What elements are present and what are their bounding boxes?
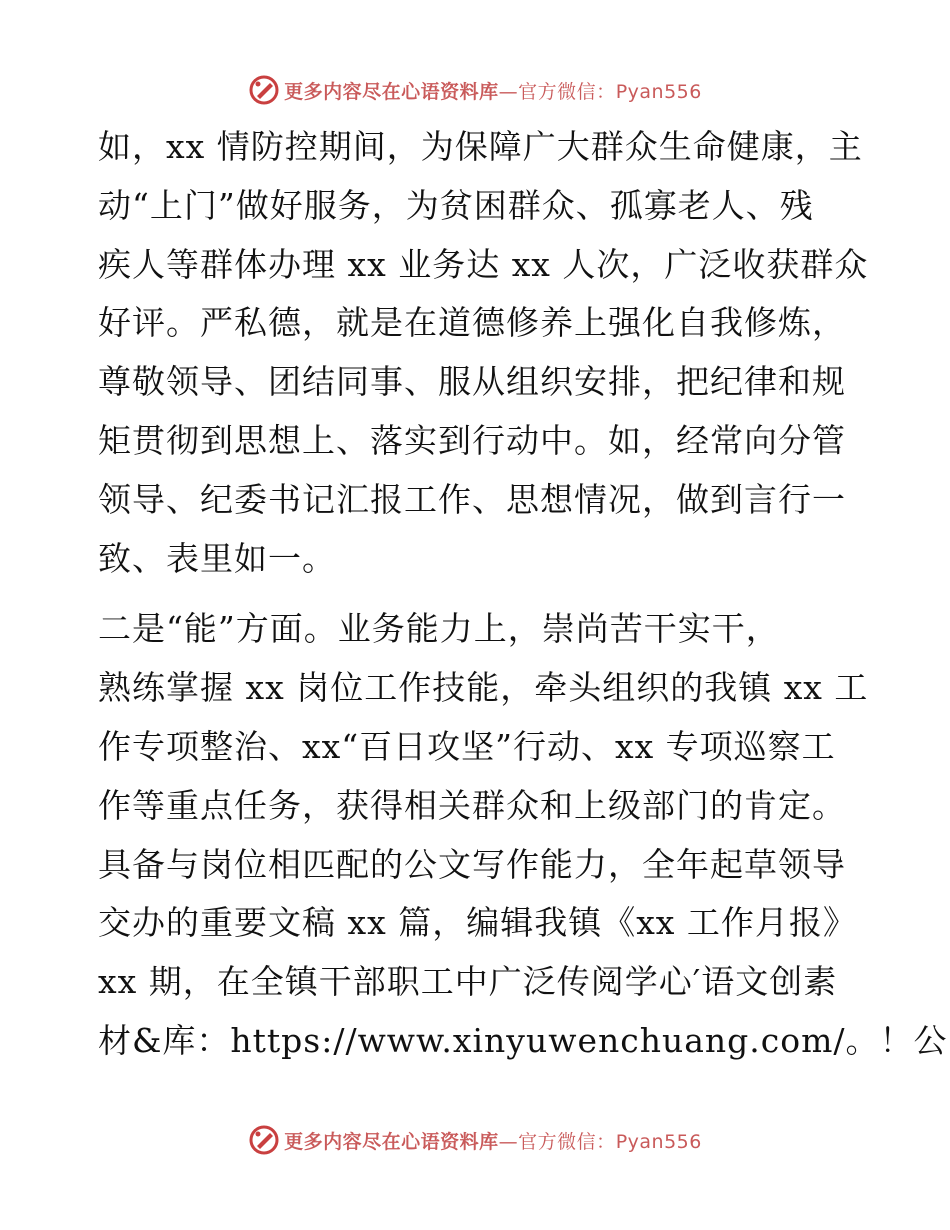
text-line: 疾人等群体办理 xx 业务达 xx 人次，广泛收获群众 <box>98 244 869 284</box>
paragraph <box>98 118 869 588</box>
banner-main-text: 更多内容尽在心语资料库 <box>284 1130 499 1153</box>
text-line: 作等重点任务，获得相关群众和上级部门的肯定。 <box>98 785 846 825</box>
text-line: 尊敬领导、团结同事、服从组织安排，把纪律和规 <box>98 362 846 402</box>
banner-official-label: 官方微信： <box>518 1130 616 1153</box>
banner-text <box>284 1127 702 1154</box>
text-line: 如，xx 情防控期间，为保障广大群众生命健康，主 <box>98 127 863 166</box>
banner-wechat-handle: Pyan556 <box>615 80 702 103</box>
banner-separator: — <box>498 80 519 103</box>
banner-main-text: 更多内容尽在心语资料库 <box>284 80 499 103</box>
text-line: 交办的重要文稿 xx 篇，编辑我镇《xx 工作月报》 <box>98 903 857 943</box>
text-line: 材&库：https://www.xinyuwenchuang.com/。！公 <box>98 1020 948 1060</box>
brand-logo-icon <box>248 1124 280 1156</box>
text-line: 致、表里如一。 <box>98 538 336 578</box>
text-line: 二是“能”方面。业务能力上，崇尚苦干实干， <box>98 609 780 649</box>
banner-separator: — <box>498 1130 519 1153</box>
footer-banner <box>0 1120 950 1160</box>
header-banner <box>0 70 950 110</box>
text-line: 具备与岗位相匹配的公文写作能力，全年起草领导 <box>98 844 846 884</box>
text-line: 矩贯彻到思想上、落实到行动中。如，经常向分管 <box>98 420 846 460</box>
text-line: 好评。严私德，就是在道德修养上强化自我修炼， <box>98 303 846 343</box>
paragraph <box>98 600 948 1070</box>
brand-logo-icon <box>248 74 280 106</box>
banner-text <box>284 77 702 104</box>
text-line: 动“上门”做好服务，为贫困群众、孤寡老人、残 <box>98 185 814 225</box>
document-body <box>98 118 948 1071</box>
banner-wechat-handle: Pyan556 <box>615 1130 702 1153</box>
banner-official-label: 官方微信： <box>518 80 616 103</box>
text-line: 作专项整治、xx“百日攻坚”行动、xx 专项巡察工 <box>98 726 836 766</box>
paragraph-gap <box>98 588 858 600</box>
text-line: 领导、纪委书记汇报工作、思想情况，做到言行一 <box>98 479 846 519</box>
text-line: xx 期，在全镇干部职工中广泛传阅学心′语文创素 <box>98 962 838 1002</box>
text-line: 熟练掌握 xx 岗位工作技能，牵头组织的我镇 xx 工 <box>98 668 869 708</box>
